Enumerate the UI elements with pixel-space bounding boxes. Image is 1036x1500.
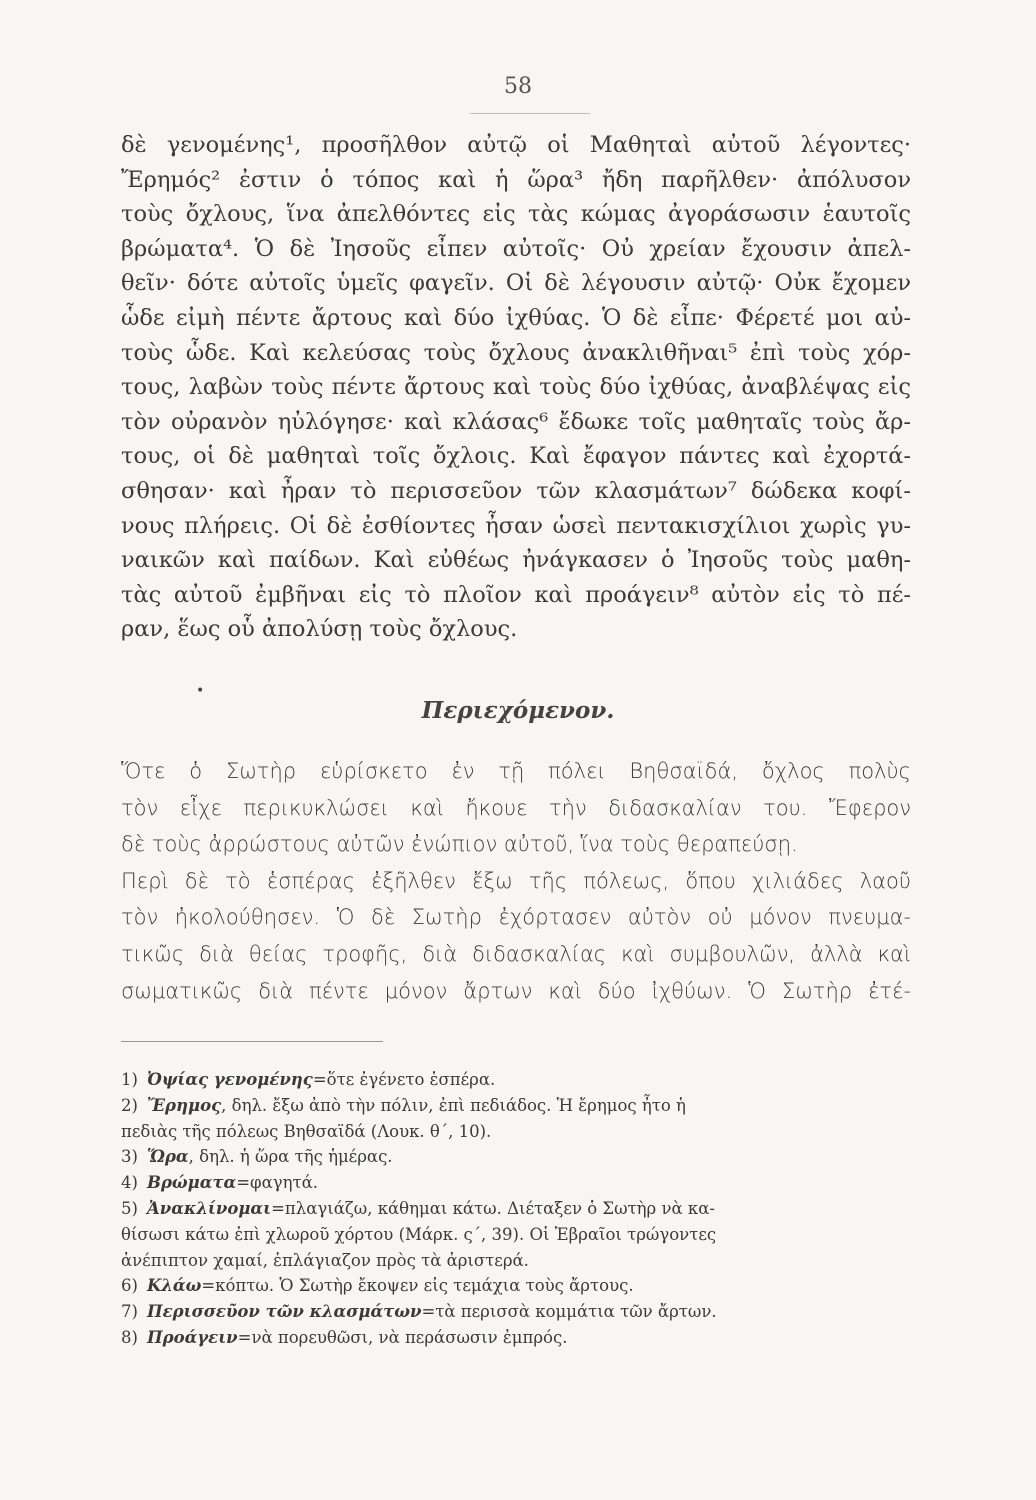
section-mark: •	[196, 683, 205, 699]
main-text	[121, 128, 911, 647]
footnote	[121, 1067, 911, 1093]
footnote	[121, 1170, 911, 1196]
footnote-text: πεδιὰς τῆς πόλεως Βηθσαϊδά (Λουκ. θ΄, 10).	[121, 1121, 492, 1141]
footnote-text: =ὅτε ἐγένετο ἑσπέρα.	[312, 1070, 496, 1089]
text-line: τὸν οὐρανὸν ηὐλόγησε· καὶ κλάσας⁶ ἔδωκε τοῖς μαθηταῖς τοὺς ἄρ-	[121, 408, 911, 435]
footnote-text: ἀνέπιπτον χαμαί, ἐπλάγιαζον πρὸς τὰ ἀριστερά.	[121, 1250, 529, 1270]
footnotes	[121, 1067, 911, 1351]
text-line: τους, οἱ δὲ μαθηταὶ τοῖς ὄχλοις. Καὶ ἔφαγον πάντες καὶ ἐχορτά-	[121, 443, 911, 470]
footnote-number: 1)	[121, 1070, 138, 1089]
footnote-number: 5)	[121, 1198, 138, 1218]
footnote-text: =τὰ περισσὰ κομμάτια τῶν ἄρτων.	[421, 1302, 717, 1322]
footnote-term: Κλάω	[147, 1276, 202, 1296]
footnote-number: 3)	[121, 1147, 138, 1167]
footnote	[121, 1093, 911, 1119]
text-line: τοὺς ὧδε. Καὶ κελεύσας τοὺς ὄχλους ἀνακλιθῆναι⁵ ἐπὶ τοὺς χόρ-	[121, 339, 911, 366]
text-line: ναικῶν καὶ παίδων. Καὶ εὐθέως ἠνάγκασεν ὁ Ἰησοῦς τοὺς μαθη-	[121, 547, 911, 574]
text-line: ὧδε εἰμὴ πέντε ἄρτους καὶ δύο ἰχθύας. Ὁ δὲ εἶπε· Φέρετέ μοι αὐ-	[121, 304, 911, 331]
footnote-term: Ὥρα	[147, 1147, 189, 1167]
section-heading: Περιεχόμενον.	[421, 697, 615, 724]
text-line: τους, λαβὼν τοὺς πέντε ἄρτους καὶ τοὺς δύο ἰχθύας, ἀναβλέψας εἰς	[121, 374, 911, 401]
summary-text	[121, 753, 911, 1009]
summary-line: τὸν εἶχε περικυκλώσει καὶ ἤκουε τὴν διδασκαλίαν του. Ἔφερον	[121, 795, 911, 820]
footnote-text: , δηλ. ἡ ὥρα τῆς ἡμέρας.	[188, 1147, 393, 1167]
footnote-term: Βρώματα	[147, 1173, 237, 1193]
text-line: σθησαν· καὶ ἦραν τὸ περισσεῦον τῶν κλασμάτων⁷ δώδεκα κοφί-	[121, 477, 911, 504]
footnote-term: Περισσεῦον τῶν κλασμάτων	[147, 1302, 422, 1322]
footnote-number: 8)	[121, 1327, 138, 1347]
footnote-continuation	[121, 1248, 911, 1274]
text-line: θεῖν· δότε αὐτοῖς ὑμεῖς φαγεῖν. Οἱ δὲ λέγουσιν αὐτῷ· Οὐκ ἔχομεν	[121, 270, 911, 297]
summary-line: Ὅτε ὁ Σωτὴρ εὑρίσκετο ἐν τῇ πόλει Βηθσαϊδά, ὄχλος πολὺς	[121, 759, 911, 783]
text-line: ραν, ἕως οὗ ἀπολύσῃ τοὺς ὄχλους.	[121, 616, 518, 643]
footnote-term: Ὀψίας γενομένης	[147, 1070, 313, 1089]
footnote-number: 7)	[121, 1302, 138, 1322]
summary-line: τὸν ἠκολούθησεν. Ὁ δὲ Σωτὴρ ἐχόρτασεν αὐτὸν οὐ μόνον πνευμα-	[121, 905, 911, 930]
footnote-number: 4)	[121, 1173, 138, 1193]
footnote-term: Ἔρημος	[147, 1095, 222, 1115]
footnote-text: , δηλ. ἔξω ἀπὸ τὴν πόλιν, ἐπὶ πεδιάδος. Ἡ ἔρημος ἦτο ἡ	[221, 1095, 686, 1115]
summary-line: δὲ τοὺς ἀρρώστους αὐτῶν ἐνώπιον αὐτοῦ, ἵνα τοὺς θεραπεύσῃ.	[121, 832, 798, 857]
footnote	[121, 1273, 911, 1299]
footnote-number: 2)	[121, 1095, 138, 1115]
text-line: νους πλήρεις. Οἱ δὲ ἐσθίοντες ἦσαν ὡσεὶ πεντακισχίλιοι χωρὶς γυ-	[121, 512, 911, 539]
footnote-text: =κόπτω. Ὁ Σωτὴρ ἔκοψεν εἰς τεμάχια τοὺς ἄρτους.	[201, 1276, 634, 1296]
text-line: τὰς αὐτοῦ ἐμβῆναι εἰς τὸ πλοῖον καὶ προάγειν⁸ αὐτὸν εἰς τὸ πέ-	[121, 581, 911, 608]
text-line: βρώματα⁴. Ὁ δὲ Ἰησοῦς εἶπεν αὐτοῖς· Οὐ χρείαν ἔχουσιν ἀπελ-	[121, 235, 911, 262]
footnote-term: Ἀνακλίνομαι	[147, 1198, 272, 1218]
footnote-continuation	[121, 1222, 911, 1248]
page-number: 58	[504, 74, 532, 99]
text-line: δὲ γενομένης¹, προσῆλθον αὐτῷ οἱ Μαθηταὶ αὐτοῦ λέγοντες·	[121, 132, 911, 158]
page-number-rule	[470, 113, 590, 114]
footnote-continuation	[121, 1119, 911, 1145]
footnote-rule	[121, 1041, 383, 1042]
footnote-text: =νὰ πορευθῶσι, νὰ περάσωσιν ἐμπρός.	[237, 1327, 568, 1347]
footnote-term: Προάγειν	[147, 1327, 238, 1347]
footnote-text: =φαγητά.	[236, 1173, 318, 1193]
footnote	[121, 1299, 911, 1325]
summary-line: Περὶ δὲ τὸ ἑσπέρας ἐξῆλθεν ἔξω τῆς πόλεως, ὅπου χιλιάδες λαοῦ	[121, 868, 911, 893]
footnote	[121, 1144, 911, 1170]
summary-line: τικῶς διὰ θείας τροφῆς, διὰ διδασκαλίας καὶ συμβουλῶν, ἀλλὰ καὶ	[121, 941, 911, 966]
text-line: τοὺς ὄχλους, ἵνα ἀπελθόντες εἰς τὰς κώμας ἀγοράσωσιν ἑαυτοῖς	[121, 201, 911, 228]
footnote-text: =πλαγιάζω, κάθημαι κάτω. Διέταξεν ὁ Σωτὴρ νὰ κα-	[271, 1198, 715, 1218]
text-line: Ἔρημός² ἐστιν ὁ τόπος καὶ ἡ ὥρα³ ἤδη παρῆλθεν· ἀπόλυσον	[121, 166, 911, 193]
footnote-number: 6)	[121, 1276, 138, 1296]
footnote	[121, 1325, 911, 1351]
summary-line: σωματικῶς διὰ πέντε μόνον ἄρτων καὶ δύο ἰχθύων. Ὁ Σωτὴρ ἐτέ-	[121, 978, 911, 1003]
footnote	[121, 1196, 911, 1222]
footnote-text: θίσωσι κάτω ἐπὶ χλωροῦ χόρτου (Μάρκ. ς΄, 39). Οἱ Ἑβραῖοι τρώγοντες	[121, 1224, 717, 1244]
